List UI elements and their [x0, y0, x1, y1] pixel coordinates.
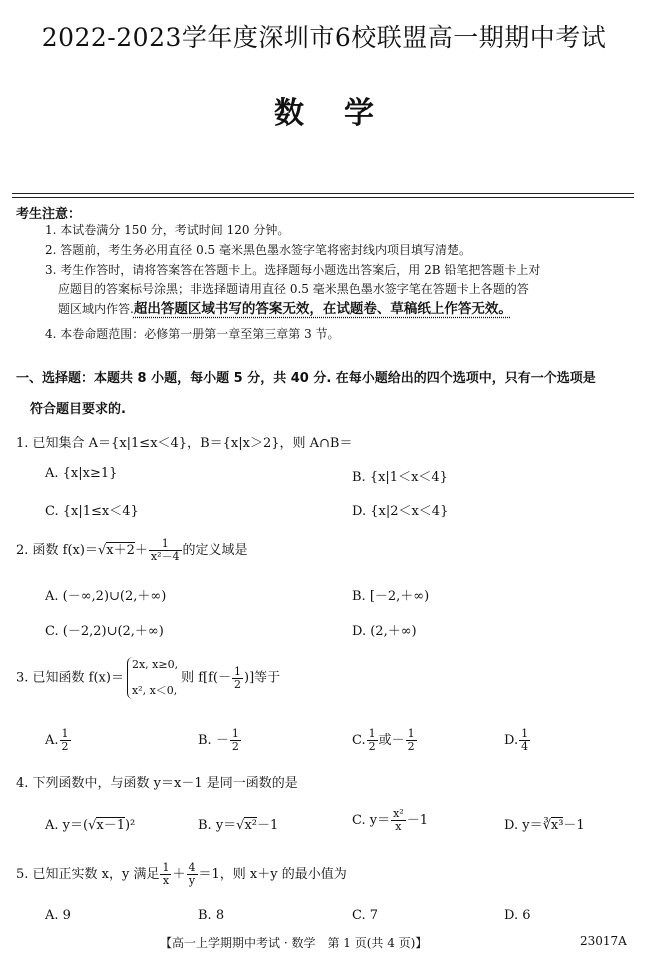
- q1-option-a: A. {x|x≥1}: [45, 466, 118, 481]
- q3-stem-mid: 则 f[f(－: [181, 670, 231, 686]
- notice-heading: 考生注意：: [16, 207, 82, 222]
- q5-f1-den: x: [162, 874, 170, 887]
- divider-bottom: [12, 197, 634, 198]
- q3-stem-pre: 3. 已知函数 f(x)＝: [16, 670, 124, 686]
- subject-title: 数学: [274, 96, 414, 131]
- q4-d-post: －1: [563, 818, 585, 833]
- q2-radicand: x＋2: [106, 543, 135, 558]
- divider-top: [12, 193, 634, 194]
- q4-a-post: )²: [124, 818, 136, 833]
- q1-option-b: B. {x|1＜x＜4}: [352, 470, 448, 485]
- q3-a-num: 1: [61, 727, 69, 740]
- q3-b-label: B. －: [198, 733, 229, 748]
- q5-plus: ＋: [172, 867, 186, 882]
- q2-stem-pre: 2. 函数 f(x)＝√: [16, 543, 107, 558]
- q4-d-pre: D. y＝∛: [504, 818, 551, 833]
- q3-c2-num: 1: [407, 727, 415, 740]
- q4-c-pre: C. y＝: [352, 813, 391, 828]
- q2-fraction: [149, 538, 182, 563]
- q3-stem-post: )]等于: [244, 670, 281, 686]
- q4-b-rad: x²: [244, 818, 257, 833]
- q4-c-post: －1: [406, 813, 428, 828]
- q2-option-a: A. (－∞,2)∪(2,＋∞): [45, 589, 167, 604]
- question-3-stem: [16, 657, 280, 699]
- q5-f2-num: 4: [188, 861, 196, 874]
- section-heading: 一、选择题：本题共 8 小题，每小题 5 分，共 40 分. 在每小题给出的四个选项中，只有一个选项是: [16, 371, 596, 386]
- notice-item-3-cont2: [58, 300, 512, 318]
- q3-piece-1: 2x, x≥0,: [131, 658, 179, 671]
- q3-piece-2: x², x＜0,: [131, 684, 178, 697]
- q3-option-b: [198, 728, 242, 753]
- q3-frac-den: 2: [234, 677, 241, 691]
- q2-plus: ＋: [134, 543, 148, 558]
- q4-a-pre: A. y＝(√: [45, 818, 97, 833]
- q3-c-mid: 或－: [378, 733, 405, 748]
- q3-c-frac2: [406, 728, 417, 753]
- notice-item-1: 1. 本试卷满分 150 分，考试时间 120 分钟。: [45, 223, 290, 237]
- q3-option-c: [352, 728, 418, 753]
- q3-b-frac: [230, 728, 241, 753]
- q3-a-label: A.: [45, 733, 59, 748]
- notice-item-4: 4. 本卷命题范围：必修第一册第一章至第三章第 3 节。: [45, 327, 340, 341]
- q5-f2-den: y: [188, 874, 196, 887]
- q4-c-den: x: [395, 820, 402, 833]
- q4-a-rad: x－1: [96, 818, 125, 833]
- notice-item-3-cont: 应题目的答案标号涂黑；非选择题请用直径 0.5 毫米黑色墨水签字笔在答题卡上各题的答: [58, 282, 529, 296]
- exam-code: 23017A: [580, 934, 627, 948]
- question-1-stem: 1. 已知集合 A＝{x|1≤x＜4}，B＝{x|x＞2}，则 A∩B＝: [16, 436, 353, 451]
- q5-stem-pre: 5. 已知正实数 x，y 满足: [16, 867, 160, 882]
- q4-option-a: [45, 814, 135, 833]
- q3-c1-den: 2: [368, 740, 376, 753]
- q3-option-d: [504, 728, 531, 753]
- q3-b-num: 1: [231, 727, 239, 740]
- q4-option-b: [198, 814, 278, 833]
- q4-option-c: [352, 808, 428, 833]
- q5-option-d: D. 6: [504, 908, 531, 923]
- notice-emphasis: 超出答题区域书写的答案无效，在试题卷、草稿纸上作答无效。: [133, 301, 512, 317]
- q2-option-c: C. (－2,2)∪(2,＋∞): [45, 624, 164, 639]
- page-footer: 【高一上学期期中考试 · 数学 第 1 页(共 4 页)】: [160, 936, 428, 950]
- question-2-stem: [16, 538, 248, 563]
- q2-frac-num: 1: [149, 538, 182, 551]
- q3-fraction: [232, 666, 243, 691]
- q4-b-post: －1: [257, 818, 279, 833]
- question-5-stem: [16, 862, 347, 887]
- q3-c2-den: 2: [407, 740, 415, 753]
- q5-stem-post: ＝1，则 x＋y 的最小值为: [198, 867, 347, 882]
- q2-stem-post: 的定义域是: [182, 543, 248, 558]
- q1-option-c: C. {x|1≤x＜4}: [45, 504, 139, 519]
- q4-c-frac: [391, 808, 406, 833]
- q5-f1-num: 1: [162, 861, 170, 874]
- q4-c-num: x²: [393, 807, 404, 820]
- notice-item-3-tail: 题区域内作答.: [58, 302, 134, 316]
- q3-b-den: 2: [231, 740, 239, 753]
- q5-frac-1: [160, 862, 171, 887]
- question-4-stem: 4. 下列函数中，与函数 y＝x－1 是同一函数的是: [16, 776, 298, 791]
- section-heading-cont: 符合题目要求的.: [30, 402, 126, 417]
- q2-option-b: B. [－2,＋∞): [352, 589, 430, 604]
- q3-d-frac: [519, 728, 530, 753]
- q3-c-frac1: [367, 728, 378, 753]
- q5-option-a: A. 9: [45, 908, 71, 923]
- q3-frac-num: 1: [234, 664, 241, 678]
- notice-item-2: 2. 答题前，考生务必用直径 0.5 毫米黑色墨水签字笔将密封线内项目填写清楚。: [45, 243, 471, 257]
- q3-a-den: 2: [61, 740, 69, 753]
- q1-option-d: D. {x|2＜x＜4}: [352, 504, 449, 519]
- q5-option-c: C. 7: [352, 908, 379, 923]
- q3-d-den: 4: [521, 740, 529, 753]
- q3-c1-num: 1: [368, 727, 376, 740]
- exam-title: 2022-2023学年度深圳市6校联盟高一期期中考试: [41, 23, 607, 52]
- q3-c-label: C.: [352, 733, 366, 748]
- q4-d-rad: x³: [550, 818, 564, 833]
- q2-frac-den: x²－4: [150, 550, 180, 563]
- notice-item-3: 3. 考生作答时，请将答案答在答题卡上。选择题每小题选出答案后，用 2B 铅笔把答题卡上对: [45, 263, 541, 277]
- q3-d-num: 1: [521, 727, 529, 740]
- q3-d-label: D.: [504, 733, 519, 748]
- q2-option-d: D. (2,＋∞): [352, 624, 417, 639]
- q3-option-a: [45, 728, 72, 753]
- q5-frac-2: [187, 862, 198, 887]
- q5-option-b: B. 8: [198, 908, 225, 923]
- q4-b-pre: B. y＝√: [198, 818, 245, 833]
- q3-a-frac: [60, 728, 71, 753]
- q4-option-d: [504, 814, 585, 833]
- q3-piecewise: [127, 657, 178, 699]
